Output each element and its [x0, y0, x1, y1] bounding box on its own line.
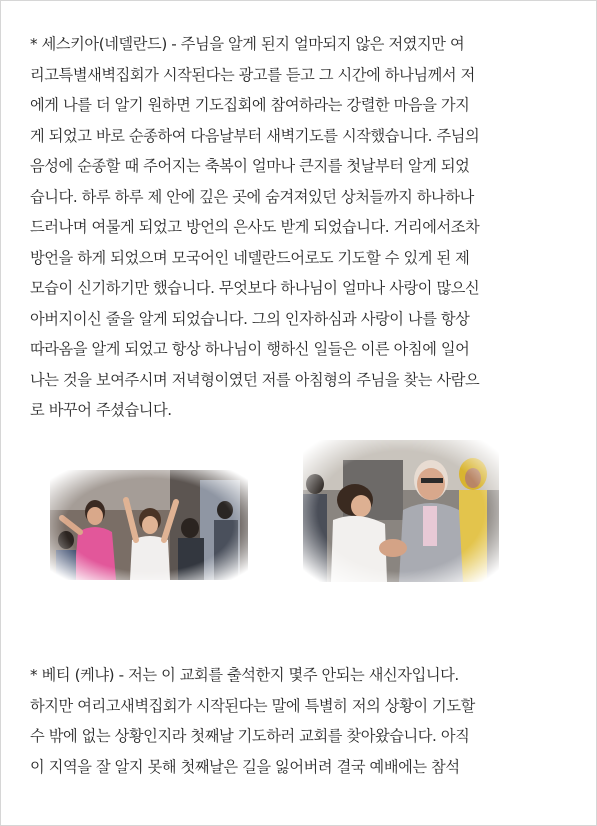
text-line: 이 지역을 잘 알지 못해 첫째날은 길을 잃어버려 결국 예배에는 참석: [30, 757, 460, 776]
worship-photo-elder-praying: [303, 440, 499, 582]
testimony-seskia: [30, 29, 575, 426]
text-line: 드러나며 여물게 되었고 방언의 은사도 받게 되었습니다. 거리에서조차: [30, 218, 480, 236]
text-line: 에게 나를 더 알기 원하면 기도집회에 참여하라는 강렬한 마음을 가지: [30, 96, 470, 114]
text-line: 하지만 여리고새벽집회가 시작된다는 말에 특별히 저의 상황이 기도할: [30, 696, 475, 715]
text-line: 나는 것을 보여주시며 저녁형이였던 저를 아침형의 주님을 찾는 사람으: [30, 370, 480, 389]
testimony-betty: [30, 660, 575, 782]
text-line: 음성에 순종할 때 주어지는 축복이 얼마나 큰지를 첫날부터 알게 되었: [30, 157, 470, 175]
text-line: 습니다. 하루 하루 제 안에 깊은 곳에 숨겨져있던 상처들까지 하나하나: [30, 187, 474, 206]
text-line: * 베티 (케냐) - 저는 이 교회를 출석한지 몇주 안되는 새신자입니다.: [30, 666, 459, 684]
text-line: * 세스키아(네델란드) - 주님을 알게 된지 얼마되지 않은 저였지만 여: [30, 35, 465, 53]
text-line: 방언을 하게 되었으며 모국어인 네델란드어로도 기도할 수 있게 된 제: [30, 248, 470, 267]
text-line: 리고특별새벽집회가 시작된다는 광고를 듣고 그 시간에 하나님께서 저: [30, 65, 475, 84]
text-line: 아버지이신 줄을 알게 되었습니다. 그의 인자하심과 사랑이 나를 항상: [30, 309, 470, 328]
text-line: 따라옴을 알게 되었고 항상 하나님이 행하신 일들은 이른 아침에 일어: [30, 340, 470, 358]
text-line: 게 되었고 바로 순종하여 다음날부터 새벽기도를 시작했습니다. 주님의: [30, 126, 480, 145]
text-line: 모습이 신기하기만 했습니다. 무엇보다 하나님이 얼마나 사랑이 많으신: [30, 279, 480, 297]
worship-photo-praying-women: [50, 470, 248, 580]
text-line: 수 밖에 없는 상황인지라 첫째날 기도하러 교회를 찾아왔습니다. 아직: [30, 727, 470, 745]
text-line: 로 바꾸어 주셨습니다.: [30, 401, 172, 419]
